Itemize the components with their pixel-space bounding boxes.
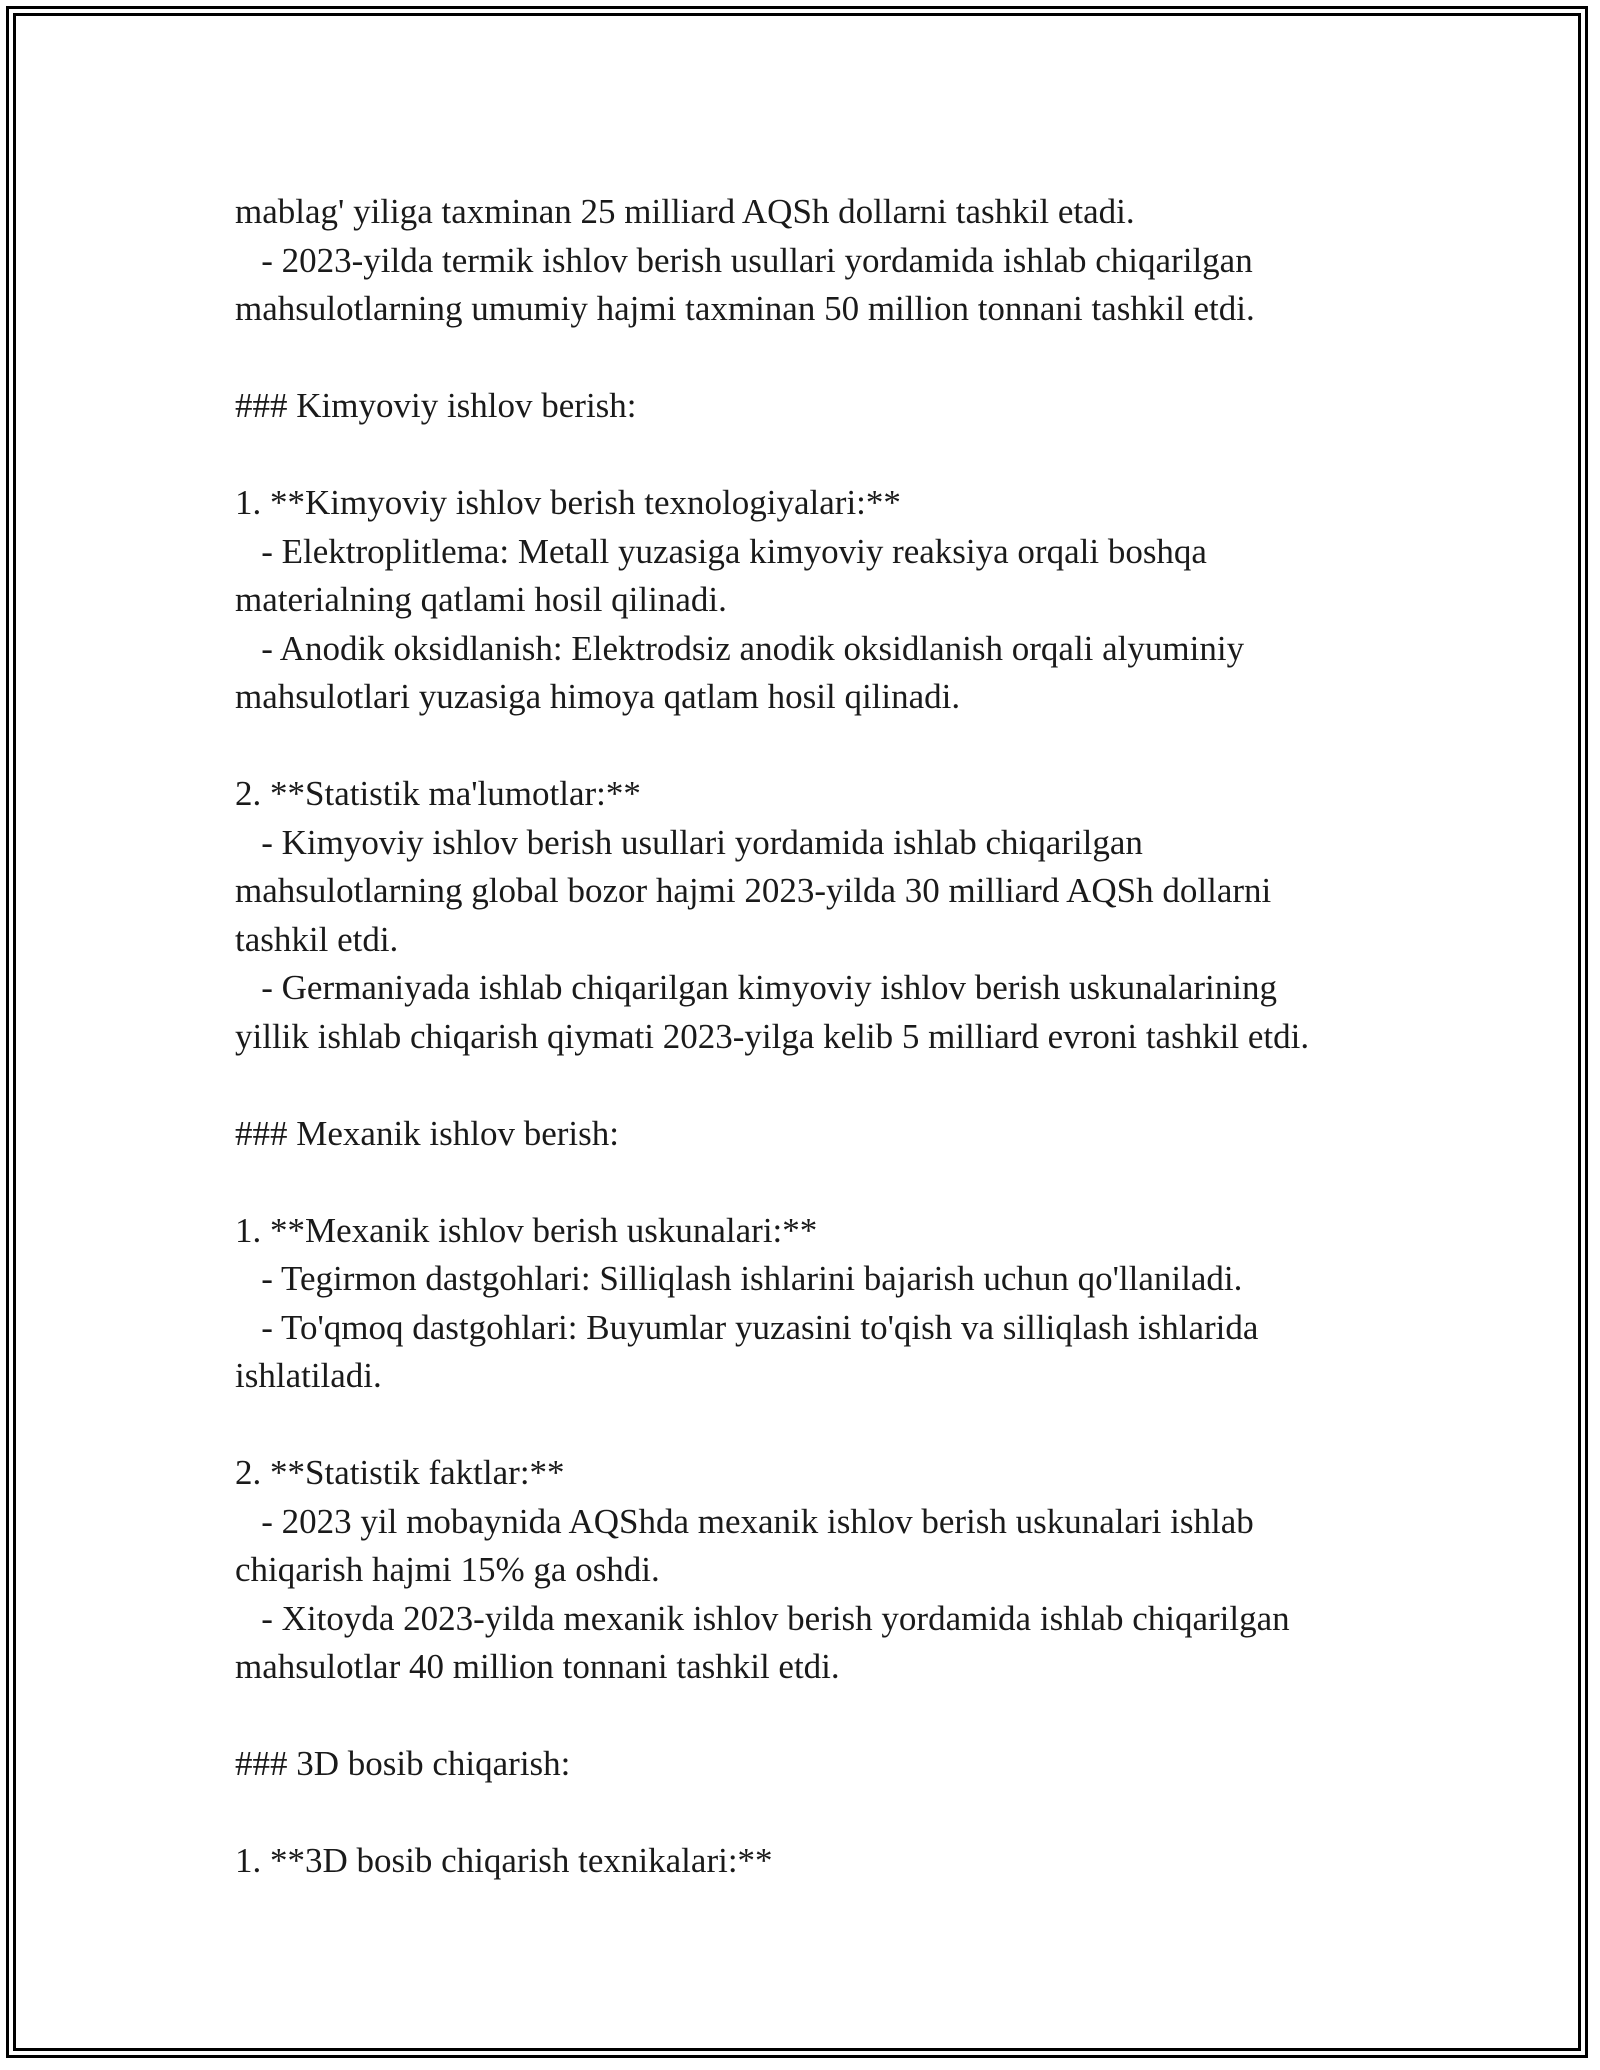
blank-line (235, 1401, 1435, 1450)
list-bullet-line: - Germaniyada ishlab chiqarilgan kimyoviy ishlov berish uskunalarining (235, 968, 1278, 1007)
document-text (235, 188, 1435, 1886)
text-line: mahsulotlarning umumiy hajmi taxminan 50 million tonnani tashkil etdi. (235, 289, 1255, 328)
blank-line (235, 334, 1435, 383)
numbered-item-heading: 1. **Kimyoviy ishlov berish texnologiyalari:** (235, 483, 901, 522)
numbered-item-heading: 1. **Mexanik ishlov berish uskunalari:** (235, 1210, 818, 1250)
text-line: materialning qatlami hosil qilinadi. (235, 580, 727, 619)
section-heading-3d-printing: ### 3D bosib chiqarish: (235, 1744, 571, 1783)
list-bullet-line: - 2023 yil mobaynida AQShda mexanik ishlov berish uskunalari ishlab (235, 1501, 1254, 1541)
list-bullet-line: - Elektroplitlema: Metall yuzasiga kimyoviy reaksiya orqali boshqa (235, 531, 1207, 571)
text-line: chiqarish hajmi 15% ga oshdi. (235, 1550, 660, 1589)
text-line: mahsulotlar 40 million tonnani tashkil etdi. (235, 1647, 840, 1686)
list-bullet-line: - 2023-yilda termik ishlov berish usullari yordamida ishlab chiqarilgan (235, 240, 1253, 280)
text-line: tashkil etdi. (235, 919, 399, 959)
numbered-item-heading: 2. **Statistik ma'lumotlar:** (235, 774, 641, 813)
numbered-item-heading: 1. **3D bosib chiqarish texnikalari:** (235, 1841, 773, 1880)
blank-line (235, 1789, 1435, 1838)
blank-line (235, 1061, 1435, 1110)
blank-line (235, 722, 1435, 771)
list-bullet-line: - Tegirmon dastgohlari: Silliqlash ishlarini bajarish uchun qo'llaniladi. (235, 1259, 1243, 1298)
text-line: mahsulotlarning global bozor hajmi 2023-yilda 30 milliard AQSh dollarni (235, 871, 1272, 910)
list-bullet-line: - To'qmoq dastgohlari: Buyumlar yuzasini to'qish va silliqlash ishlarida (235, 1307, 1259, 1347)
text-line: mablag' yiliga taxminan 25 milliard AQSh dollarni tashkil etadi. (235, 192, 1135, 231)
blank-line (235, 1692, 1435, 1741)
section-heading-mechanical: ### Mexanik ishlov berish: (235, 1113, 619, 1153)
list-bullet-line: - Kimyoviy ishlov berish usullari yordamida ishlab chiqarilgan (235, 822, 1143, 862)
list-bullet-line: - Xitoyda 2023-yilda mexanik ishlov berish yordamida ishlab chiqarilgan (235, 1598, 1290, 1638)
blank-line (235, 1158, 1435, 1207)
text-line: mahsulotlari yuzasiga himoya qatlam hosil qilinadi. (235, 677, 961, 716)
numbered-item-heading: 2. **Statistik faktlar:** (235, 1453, 565, 1492)
text-line: ishlatiladi. (235, 1356, 382, 1395)
blank-line (235, 431, 1435, 480)
section-heading-chemical: ### Kimyoviy ishlov berish: (235, 386, 637, 425)
text-line: yillik ishlab chiqarish qiymati 2023-yilga kelib 5 milliard evroni tashkil etdi. (235, 1016, 1310, 1056)
list-bullet-line: - Anodik oksidlanish: Elektrodsiz anodik oksidlanish orqali alyuminiy (235, 628, 1245, 668)
